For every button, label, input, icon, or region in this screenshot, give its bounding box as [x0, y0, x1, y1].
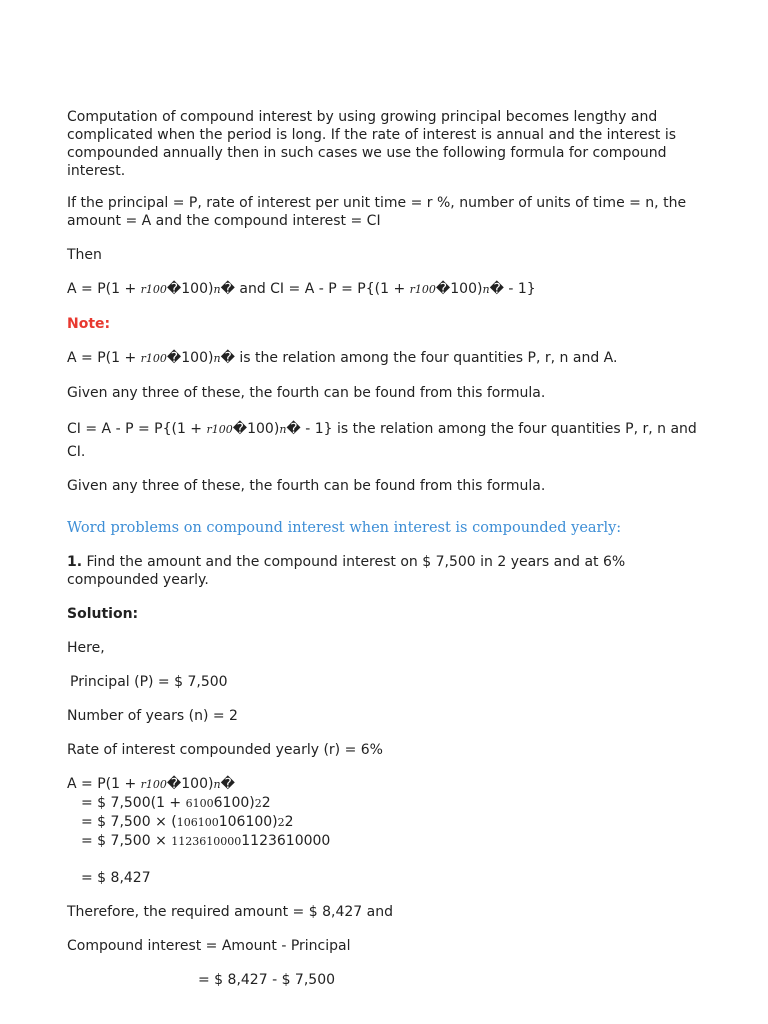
- here-label: Here,: [67, 640, 105, 656]
- note-relation-ci: CI = A - P = P{(1 + r100�100)n� - 1} is the relation among the four quantities P, r, n and CI.: [67, 421, 697, 460]
- calc-line-4: = $ 7,500 × 11236100001123610000: [81, 833, 331, 849]
- calc-line-1: A = P(1 + r100�100)n�: [67, 776, 235, 792]
- therefore-line: Therefore, the required amount = $ 8,427 and: [67, 904, 393, 920]
- formula-line: A = P(1 + r100�100)n� and CI = A - P = P{(1 + r100�100)n� - 1}: [67, 281, 536, 297]
- ci-formula-line: Compound interest = Amount - Principal: [67, 938, 351, 954]
- principal-line: Principal (P) = $ 7,500: [70, 674, 228, 690]
- calc-line-5: = $ 8,427: [81, 870, 151, 886]
- note-given-2: Given any three of these, the fourth can be found from this formula.: [67, 478, 546, 494]
- note-given-1: Given any three of these, the fourth can be found from this formula.: [67, 385, 546, 401]
- note-relation-a: A = P(1 + r100�100)n� is the relation among the four quantities P, r, n and A.: [67, 350, 618, 366]
- problem-number: 1.: [67, 554, 83, 570]
- then-label: Then: [67, 247, 102, 263]
- definitions-paragraph: If the principal = P, rate of interest per unit time = r %, number of units of time = n, the amount = A and the compound interest = CI: [67, 195, 687, 229]
- document-body: [67, 108, 707, 989]
- note-label: Note:: [67, 316, 111, 332]
- calc-line-3: = $ 7,500 × (106100106100)22: [81, 814, 294, 830]
- rate-line: Rate of interest compounded yearly (r) = 6%: [67, 742, 383, 758]
- ci-calc-line: = $ 8,427 - $ 7,500: [198, 972, 336, 988]
- solution-label: Solution:: [67, 606, 139, 622]
- years-line: Number of years (n) = 2: [67, 708, 238, 724]
- problem-1-statement: 1. Find the amount and the compound interest on $ 7,500 in 2 years and at 6% compounded yearly.: [67, 554, 626, 588]
- intro-paragraph: Computation of compound interest by using growing principal becomes lengthy and complicated when the period is long. If the rate of interest is annual and the interest is compounded annually then in such cases we use the following formula for compound interest.: [67, 109, 676, 179]
- section-heading: Word problems on compound interest when interest is compounded yearly:: [67, 520, 622, 536]
- calc-line-2: = $ 7,500(1 + 61006100)22: [81, 795, 271, 811]
